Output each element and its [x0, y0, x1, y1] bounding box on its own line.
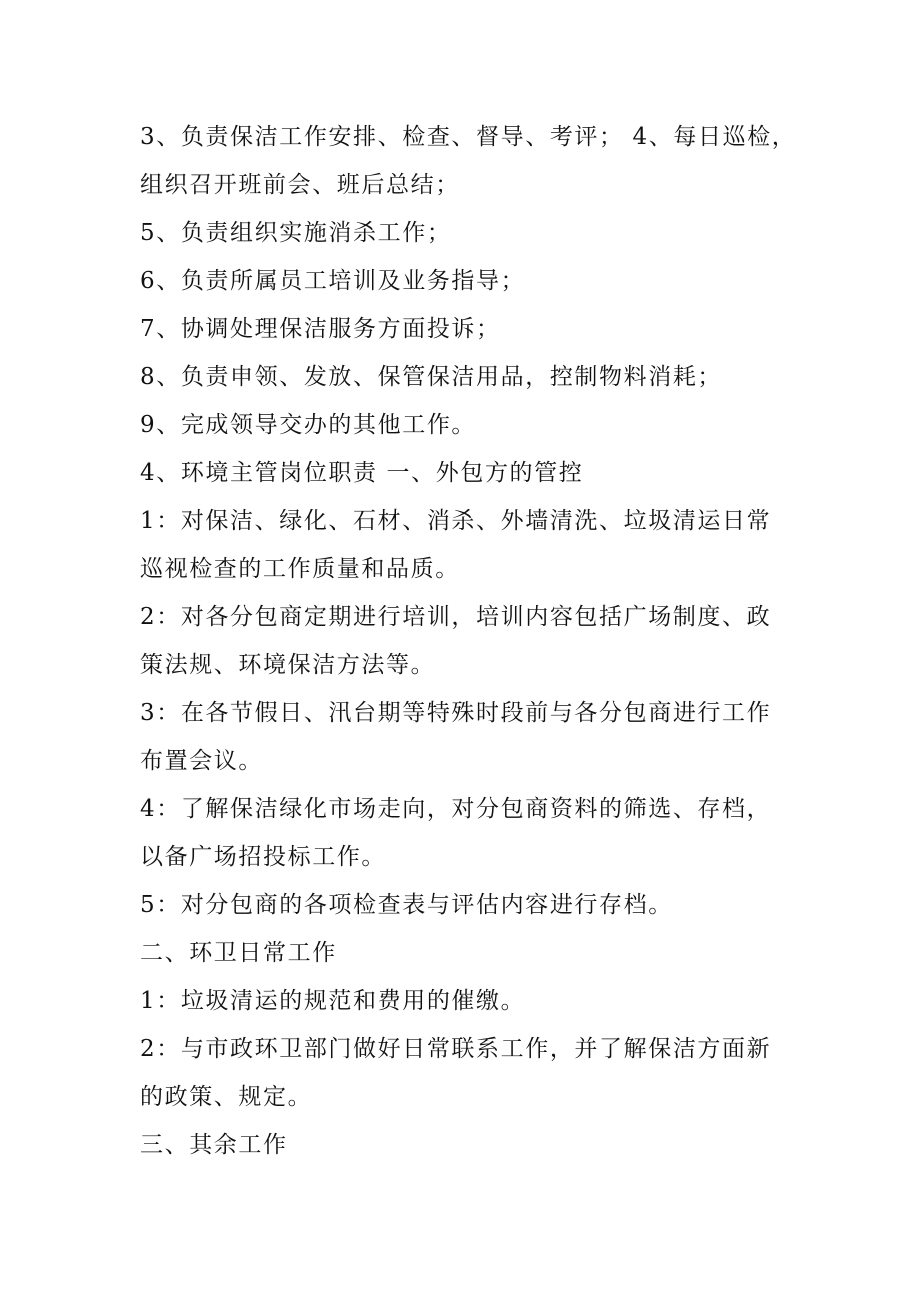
text-line: 的政策、规定。 — [140, 1084, 313, 1110]
text-line: 1：对保洁、绿化、石材、消杀、外墙清洗、垃圾清运日常 — [140, 508, 772, 534]
text-line: 以备广场招投标工作。 — [140, 844, 386, 870]
text-line: 9、完成领导交办的其他工作。 — [140, 412, 477, 438]
text-line: 策法规、环境保洁方法等。 — [140, 652, 436, 678]
text-line: 4：了解保洁绿化市场走向，对分包商资料的筛选、存档， — [140, 796, 772, 822]
section-heading: 4、环境主管岗位职责 一、外包方的管控 — [140, 460, 584, 486]
text-line: 5：对分包商的各项检查表与评估内容进行存档。 — [140, 892, 673, 918]
text-line: 3：在各节假日、汛台期等特殊时段前与各分包商进行工作 — [140, 700, 772, 726]
text-line: 5、负责组织实施消杀工作； — [140, 220, 452, 246]
text-line: 1：垃圾清运的规范和费用的催缴。 — [140, 988, 526, 1014]
text-line: 7、协调处理保洁服务方面投诉； — [140, 316, 501, 342]
text-line: 组织召开班前会、班后总结； — [140, 172, 460, 198]
text-line: 8、负责申领、发放、保管保洁用品，控制物料消耗； — [140, 364, 723, 390]
text-line: 2：与市政环卫部门做好日常联系工作，并了解保洁方面新 — [140, 1036, 772, 1062]
text-line: 巡视检查的工作质量和品质。 — [140, 556, 460, 582]
section-heading: 三、其余工作 — [140, 1132, 288, 1158]
document-body — [140, 113, 797, 1169]
text-line: 6、负责所属员工培训及业务指导； — [140, 268, 526, 294]
text-line: 布置会议。 — [140, 748, 263, 774]
text-line: 2：对各分包商定期进行培训，培训内容包括广场制度、政 — [140, 604, 772, 630]
text-line: 3、负责保洁工作安排、检查、督导、考评； 4、每日巡检， — [140, 124, 797, 150]
section-heading: 二、环卫日常工作 — [140, 940, 337, 966]
